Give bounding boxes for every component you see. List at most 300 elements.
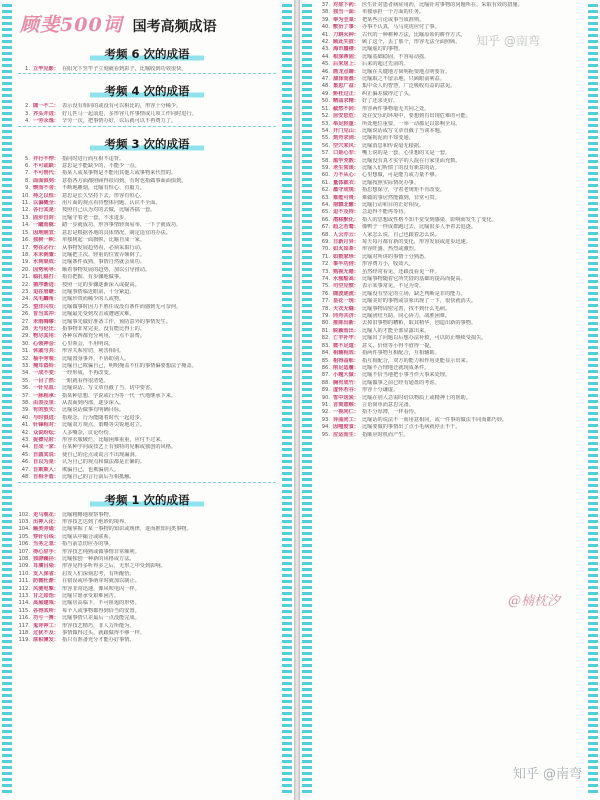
idiom-entry xyxy=(316,283,584,290)
idiom-entry xyxy=(16,66,278,73)
idiom-entry xyxy=(316,61,584,68)
idiom-number: 33. xyxy=(21,363,30,369)
idiom-word: 固步自封： xyxy=(33,214,59,221)
idiom-number: 55. xyxy=(321,135,330,142)
idiom-entry xyxy=(16,185,278,192)
idiom-entry xyxy=(16,393,278,400)
idiom-word: 胸有成竹： xyxy=(333,379,359,386)
idiom-word: 量体裁衣： xyxy=(333,179,359,186)
idiom-entry xyxy=(16,400,278,407)
idiom-number: 71. xyxy=(321,253,330,260)
idiom-entry xyxy=(316,24,584,31)
idiom-entry xyxy=(316,46,584,53)
idiom-word: 高屋建瓴： xyxy=(33,600,59,607)
idiom-definition: 意指各方面都照顾得很周到，有时也指做事面面俱到。 xyxy=(61,177,187,184)
idiom-word: 一蹴而就： xyxy=(33,222,59,229)
idiom-word: 由表及里： xyxy=(33,400,59,407)
idiom-word: 刀耕火种： xyxy=(333,31,359,38)
idiom-word: 独树一帜： xyxy=(33,237,59,244)
idiom-number: 43. xyxy=(21,437,30,444)
idiom-definition: 比喻话的说法不一而用意相同，或一件事的做法不同而都巧妙。 xyxy=(361,416,508,423)
idiom-word: 面面俱到： xyxy=(33,177,59,184)
idiom-entry xyxy=(316,409,584,416)
idiom-word: 无与伦比： xyxy=(33,325,59,332)
idiom-definition: 比喻双方观点、策略等尖锐地对立。 xyxy=(61,422,145,429)
idiom-number: 57. xyxy=(321,150,330,157)
idiom-word: 甘之如饴： xyxy=(33,592,59,599)
idiom-entry xyxy=(316,69,584,76)
idiom-word: 相得益彰： xyxy=(333,357,359,364)
section-freq3-list xyxy=(16,156,278,482)
idiom-number: 44. xyxy=(21,444,30,451)
idiom-definition: 比喻事情只差最后一点没能完成。 xyxy=(61,615,140,622)
idiom-entry xyxy=(316,335,584,342)
idiom-number: 49. xyxy=(321,90,330,97)
idiom-definition: 按照一定的步骤逐渐深入或提高。 xyxy=(61,281,140,288)
idiom-entry xyxy=(16,637,278,644)
idiom-number: 63. xyxy=(321,194,330,201)
idiom-definition: 比喻说话、写文章直截了当，切中要害。 xyxy=(61,385,156,392)
idiom-entry xyxy=(16,370,278,377)
idiom-definition: 比喻说话或写文章直截了当谈本题。 xyxy=(361,127,445,134)
idiom-definition: 欺骗自己，也欺骗别人。 xyxy=(61,466,120,473)
idiom-number: 23. xyxy=(21,288,30,295)
idiom-word: 潜移默化： xyxy=(333,216,359,223)
idiom-number: 68. xyxy=(321,231,330,238)
idiom-entry xyxy=(316,128,584,135)
idiom-entry xyxy=(16,356,278,363)
idiom-definition: 指同时进行而互相不违背。 xyxy=(61,155,125,162)
idiom-entry xyxy=(316,365,584,372)
right-page xyxy=(300,0,600,800)
idiom-word: 亡羊补牢： xyxy=(333,335,359,342)
idiom-entry xyxy=(316,180,584,187)
idiom-word: 同舟共济： xyxy=(333,313,359,320)
idiom-entry xyxy=(316,417,584,424)
idiom-definition: 表示某事常见，不足为奇。 xyxy=(361,283,425,290)
idiom-entry xyxy=(16,474,278,481)
idiom-entry xyxy=(316,246,584,253)
idiom-word: 风驰电掣： xyxy=(33,585,59,592)
idiom-entry xyxy=(16,178,278,185)
idiom-entry xyxy=(316,269,584,276)
idiom-definition: 古代的一种耕种方法，比喻原始的耕作方式。 xyxy=(361,31,466,38)
left-page-border-right xyxy=(282,4,292,796)
section-divider xyxy=(18,73,276,74)
brand-title: 顾斐500词 xyxy=(20,14,123,36)
idiom-definition: 踏一步就成功，形容事情轻而易举，一下子就成功。 xyxy=(61,222,182,229)
idiom-entry xyxy=(316,2,584,9)
idiom-entry xyxy=(316,254,584,261)
idiom-word: 老生常谈： xyxy=(333,164,359,171)
section-freq1-list xyxy=(16,512,278,645)
idiom-number: 85. xyxy=(321,357,330,364)
idiom-word: 望洋兴叹： xyxy=(33,303,59,310)
idiom-definition: 比喻人的才能全部显露出来。 xyxy=(361,327,430,334)
idiom-number: 70. xyxy=(321,246,330,253)
idiom-word: 循序渐进： xyxy=(33,281,59,288)
idiom-definition: 比喻从中撮合或联系。 xyxy=(61,533,114,540)
idiom-definition: 言语简单而意思完备。 xyxy=(361,401,414,408)
idiom-word: 独辟蹊径： xyxy=(33,555,59,562)
idiom-number: 31. xyxy=(21,348,30,355)
idiom-definition: 每天每月都有新的变化，形容发展或进步迅速。 xyxy=(361,239,471,245)
idiom-word: 各得其所： xyxy=(33,607,59,614)
idiom-definition: 比喻珍贵而稀少的人或物。 xyxy=(61,296,125,303)
idiom-number: 78. xyxy=(321,305,330,312)
idiom-word: 一成不变： xyxy=(33,370,59,377)
idiom-number: 64. xyxy=(321,201,330,208)
idiom-number: 77. xyxy=(321,298,330,305)
idiom-number: 42. xyxy=(321,39,330,46)
idiom-number: 35. xyxy=(21,377,30,384)
idiom-entry xyxy=(16,274,278,281)
idiom-number: 104. xyxy=(18,526,30,533)
idiom-word: 随一不二： xyxy=(33,103,59,110)
idiom-number: 20. xyxy=(21,266,30,273)
idiom-definition: 在某种学问或技艺上有独特的见解或独创的风格。 xyxy=(61,444,177,451)
idiom-definition: 比喻拘泥而不知变通。 xyxy=(361,135,414,142)
idiom-definition: 办事不认真，马马虎虎应付了事。 xyxy=(361,24,440,31)
idiom-word: 水到渠成： xyxy=(33,259,59,266)
idiom-entry xyxy=(316,158,584,165)
idiom-entry xyxy=(16,333,278,340)
page-title: 国考高频成语 xyxy=(132,19,217,35)
idiom-definition: 单独承担一个方面的任务。 xyxy=(361,9,425,16)
idiom-number: 107. xyxy=(18,548,30,555)
idiom-word: 并行不悖： xyxy=(33,155,59,162)
idiom-definition: 心里领会，不用明说。 xyxy=(61,340,114,347)
idiom-entry xyxy=(16,348,278,355)
idiom-word: 一视同仁： xyxy=(333,409,359,416)
idiom-number: 118. xyxy=(18,630,30,636)
idiom-entry xyxy=(16,111,278,118)
idiom-word: 画龙点睛： xyxy=(333,68,359,75)
idiom-entry xyxy=(16,452,278,459)
idiom-definition: 像鸭子一样成群跑过去，比喻很多人争着去追逐。 xyxy=(361,224,477,231)
idiom-word: 穿针引线： xyxy=(33,533,59,540)
idiom-definition: 比喻人们听惯了的没有新意的话。 xyxy=(361,164,440,171)
idiom-word: 敷衍了事： xyxy=(333,24,359,31)
idiom-definition: 所处地位重要，一举一动都足以影响全局。 xyxy=(361,120,461,127)
idiom-number: 62. xyxy=(321,187,330,194)
idiom-number: 90. xyxy=(321,394,330,401)
idiom-definition: 表示没有相同的或没有可以相比的，形容十分稀少。 xyxy=(61,103,182,110)
idiom-word: 相辅相成： xyxy=(333,350,359,357)
idiom-definition: 使自己的论点或谎言不出现漏洞。 xyxy=(61,451,140,458)
idiom-number: 44. xyxy=(321,53,330,60)
idiom-number: 83. xyxy=(321,342,330,349)
idiom-entry xyxy=(16,430,278,437)
idiom-word: 针锋相对： xyxy=(33,422,59,429)
idiom-number: 74. xyxy=(321,276,330,283)
idiom-definition: 心里想做，可是能力或力量不够。 xyxy=(361,172,440,179)
idiom-definition: 比喻按照实际情况办事。 xyxy=(361,179,420,186)
idiom-entry xyxy=(16,282,278,289)
idiom-entry xyxy=(16,207,278,214)
idiom-number: 24. xyxy=(21,296,30,303)
idiom-entry xyxy=(16,252,278,259)
idiom-number: 39. xyxy=(321,16,330,23)
idiom-number: 66. xyxy=(321,216,330,223)
idiom-number: 14. xyxy=(21,222,30,229)
idiom-entry xyxy=(16,541,278,548)
idiom-word: 如火如荼： xyxy=(333,246,359,253)
idiom-entry xyxy=(16,103,278,110)
idiom-word: 鬼斧神工： xyxy=(33,622,59,629)
idiom-word: 迫在眉睫： xyxy=(33,288,59,295)
idiom-number: 114. xyxy=(18,600,30,607)
idiom-word: 矫枉过正： xyxy=(333,90,359,97)
idiom-definition: 比喻置身事外，不协助别人。 xyxy=(61,355,130,362)
idiom-definition: 比喻出了问题以后想办法补救，可以防止继续受损失。 xyxy=(361,335,487,342)
idiom-word: 众说纷纭： xyxy=(33,429,59,436)
idiom-definition: 比喻消息和传说毫无根据。 xyxy=(361,142,425,149)
platform-watermark-top: 知乎 @南弯 xyxy=(476,34,540,48)
idiom-word: 趋之若鹜： xyxy=(333,224,359,231)
idiom-definition: 比喻团结互助，同心协力，战胜困难。 xyxy=(361,313,451,320)
idiom-number: 47. xyxy=(321,76,330,83)
idiom-entry xyxy=(16,615,278,622)
idiom-entry xyxy=(16,593,278,600)
idiom-definition: 指不分厚薄，一样看待。 xyxy=(361,409,420,416)
idiom-entry xyxy=(316,98,584,105)
idiom-word: 齐头并进： xyxy=(33,110,59,117)
idiom-word: 不可或缺： xyxy=(33,163,59,170)
idiom-definition: 比喻没有坚定的立场，缺乏判断是非的能力。 xyxy=(361,290,466,297)
idiom-number: 76. xyxy=(321,290,330,297)
idiom-definition: 认为自己的观点和做法都是正确的。 xyxy=(61,459,145,466)
idiom-word: 难能可贵： xyxy=(333,194,359,201)
idiom-entry xyxy=(16,563,278,570)
idiom-entry xyxy=(316,187,584,194)
idiom-word: 因势利导： xyxy=(33,266,59,273)
idiom-definition: 指有把握、有步骤地做事。 xyxy=(61,274,125,281)
idiom-number: 26. xyxy=(21,311,30,318)
right-page-list xyxy=(316,0,584,439)
idiom-definition: 比喻事先做好准备工作，预防意外的事情发生。 xyxy=(61,318,171,325)
idiom-number: 47. xyxy=(21,466,30,473)
idiom-number: 65. xyxy=(321,209,330,216)
idiom-entry xyxy=(16,363,278,370)
idiom-number: 105. xyxy=(18,533,30,540)
idiom-number: 6. xyxy=(25,163,30,170)
idiom-number: 43. xyxy=(321,46,330,53)
idiom-word: 因噎废食： xyxy=(333,424,359,431)
left-page-border-left xyxy=(2,4,12,796)
idiom-number: 60. xyxy=(321,172,330,179)
idiom-word: 自欺欺人： xyxy=(33,466,59,473)
idiom-entry xyxy=(16,578,278,585)
idiom-definition: 形容技艺纯熟或做事情非常顺利。 xyxy=(61,548,140,555)
left-page-content xyxy=(16,0,278,800)
idiom-definition: 指某人或某事物是不能用其他人或事物来代替的。 xyxy=(61,170,177,177)
idiom-entry xyxy=(316,343,584,350)
idiom-definition: 去掉旧事物的糟粕，取其精华，创造出新的事物。 xyxy=(361,320,477,327)
idiom-entry xyxy=(316,424,584,431)
idiom-number: 119. xyxy=(18,637,30,644)
idiom-word: 耳濡目染： xyxy=(33,563,59,570)
idiom-word: 势在必行： xyxy=(33,244,59,251)
idiom-definition: 比喻最先受到攻击或遭遇灾难。 xyxy=(61,311,135,318)
idiom-word: 事半功倍： xyxy=(333,261,359,268)
section-header-freq3: 考频 3 次的成语 xyxy=(16,133,278,152)
idiom-word: 墨守成规： xyxy=(333,187,359,194)
idiom-entry xyxy=(316,328,584,335)
idiom-word: 司空见惯： xyxy=(333,283,359,290)
right-page-border-left xyxy=(302,4,312,796)
idiom-number: 75. xyxy=(321,283,330,290)
idiom-number: 110. xyxy=(18,570,30,577)
idiom-definition: 比喻甘愿承受艰难困苦。 xyxy=(61,592,120,599)
idiom-definition: 形容见得多听得多之后，无形之中受到影响。 xyxy=(61,563,166,570)
idiom-word: 休戚与共： xyxy=(33,348,59,355)
idiom-definition: 形容技艺达到了绝妙的境界。 xyxy=(61,518,130,525)
idiom-word: 口是心非： xyxy=(333,150,359,157)
section-divider xyxy=(18,126,276,127)
idiom-entry xyxy=(316,395,584,402)
idiom-word: 一目了然： xyxy=(33,377,59,384)
idiom-definition: 指事物非常完美，没有能比得上的。 xyxy=(61,325,145,332)
idiom-number: 50. xyxy=(321,98,330,105)
idiom-definition: 比喻自己欺骗自己，明明掩盖不住的事情偏要想法子掩盖。 xyxy=(61,363,197,369)
idiom-number: 88. xyxy=(321,379,330,386)
page-header xyxy=(16,0,278,37)
idiom-number: 95. xyxy=(321,431,330,438)
idiom-number: 32. xyxy=(21,355,30,362)
idiom-entry xyxy=(316,224,584,231)
idiom-number: 40. xyxy=(321,24,330,31)
idiom-number: 89. xyxy=(321,387,330,394)
idiom-entry xyxy=(316,209,584,216)
idiom-word: 自以为是： xyxy=(33,459,59,466)
idiom-word: 与时俱进： xyxy=(33,414,59,421)
idiom-entry xyxy=(316,358,584,365)
idiom-word: 凤毛麟角： xyxy=(33,296,59,303)
idiom-number: 80. xyxy=(321,320,330,327)
idiom-definition: 在错误或坏事萌芽时就加以制止。 xyxy=(61,578,140,585)
idiom-number: 21. xyxy=(21,274,30,281)
idiom-word: 异曲同工： xyxy=(333,416,359,423)
section-freq6-list xyxy=(16,66,278,73)
idiom-definition: 形容衣服破烂，比喻困难重重，应付不过来。 xyxy=(61,437,166,444)
idiom-definition: 比喻条件成熟，事情自然就会成功。 xyxy=(61,259,145,266)
idiom-word: 后来居上： xyxy=(333,61,359,68)
idiom-number: 40. xyxy=(21,414,30,421)
idiom-word: 小题大做： xyxy=(333,372,359,379)
idiom-definition: 比喻在别人急需时给以物质上或精神上的帮助。 xyxy=(361,394,471,401)
idiom-entry xyxy=(16,304,278,311)
idiom-definition: 单独树起一面旗帜，比喻自成一家。 xyxy=(61,237,145,244)
idiom-number: 46. xyxy=(21,459,30,466)
idiom-word: 刻舟求剑： xyxy=(333,135,359,142)
idiom-entry xyxy=(16,326,278,333)
idiom-entry xyxy=(16,519,278,526)
idiom-number: 37. xyxy=(321,2,330,8)
idiom-number: 7. xyxy=(25,170,30,177)
idiom-entry xyxy=(16,437,278,444)
idiom-number: 22. xyxy=(21,281,30,288)
idiom-number: 52. xyxy=(321,113,330,120)
idiom-word: 得心应手： xyxy=(33,548,59,555)
idiom-word: 截然不同： xyxy=(333,105,359,112)
idiom-entry xyxy=(16,444,278,451)
idiom-word: 开门见山： xyxy=(333,127,359,134)
idiom-entry xyxy=(16,289,278,296)
idiom-word: 走马观花： xyxy=(33,511,59,518)
idiom-definition: 比喻对所讲的事情十分熟悉。 xyxy=(361,253,430,260)
idiom-number: 45. xyxy=(21,451,30,458)
idiom-word: 当务之急： xyxy=(33,541,59,548)
idiom-number: 92. xyxy=(321,409,330,416)
idiom-definition: 集中众人的智慧，广泛吸收有益的意见。 xyxy=(361,83,456,90)
idiom-entry xyxy=(316,106,584,113)
idiom-definition: 指当前急切应办的事。 xyxy=(61,541,114,548)
idiom-word: 防微杜渐： xyxy=(33,578,59,585)
idiom-word: 出神入化： xyxy=(33,518,59,525)
idiom-word: 南辕北辙： xyxy=(333,201,359,208)
idiom-definition: 好几匹马一起前进，多形容几件事情或几项工作同时进行。 xyxy=(61,110,197,117)
idiom-number: 29. xyxy=(21,333,30,340)
idiom-definition: 在阳光下竖竿子立刻就看到影子，比喻收到功效很快。 xyxy=(61,66,187,72)
author-watermark: @楠枕汐 xyxy=(507,594,560,609)
idiom-word: 一脉相承： xyxy=(33,392,59,399)
idiom-definition: 比喻在关键地方简明扼要地点明要旨。 xyxy=(361,68,451,75)
idiom-number: 56. xyxy=(321,142,330,149)
idiom-word: 捉襟见肘： xyxy=(33,437,59,444)
idiom-entry xyxy=(316,306,584,313)
idiom-number: 11. xyxy=(21,200,30,207)
idiom-definition: 比喻基础稳固，不容易动摇。 xyxy=(361,53,430,60)
idiom-entry xyxy=(16,459,278,466)
idiom-entry xyxy=(316,121,584,128)
idiom-definition: 比喻没有真才实学的人混在行家里面充数。 xyxy=(361,157,461,164)
idiom-definition: 指两件事物互相配合，互相辅助。 xyxy=(361,350,440,357)
idiom-number: 81. xyxy=(321,327,330,334)
idiom-definition: 指顺应时机而产生。 xyxy=(361,431,409,438)
idiom-word: 水涨船高： xyxy=(333,276,359,283)
idiom-definition: 各种东西都充分利用，一点不浪费。 xyxy=(61,333,145,340)
idiom-number: 17. xyxy=(21,244,30,251)
idiom-word: 掩耳盗铃： xyxy=(33,363,59,369)
idiom-definition: 嘴上说的是一套，心里想的又是一套。 xyxy=(361,150,451,157)
idiom-word: 过犹不及： xyxy=(33,630,59,636)
idiom-definition: 后来的超过先前的。 xyxy=(361,61,409,68)
idiom-number: 37. xyxy=(21,392,30,399)
idiom-word: 天衣无缝： xyxy=(333,305,359,312)
idiom-definition: 比喻做事时因力不胜任或没有条件而感到无可奈何。 xyxy=(61,303,182,310)
idiom-word: 涸泽而渔： xyxy=(333,76,359,83)
idiom-definition: 意思是长久坚持下去，形容有恒心。 xyxy=(61,192,145,199)
idiom-definition: 意思是不能缺少的，不能少一点。 xyxy=(61,163,140,170)
idiom-number: 84. xyxy=(321,350,330,357)
idiom-number: 38. xyxy=(321,9,330,16)
idiom-number: 34. xyxy=(21,370,30,377)
idiom-number: 58. xyxy=(321,157,330,164)
idiom-definition: 人多嘴杂，议论纷纷。 xyxy=(61,429,114,436)
idiom-definition: 顾了这个，丢了那个，形容无法全面照顾。 xyxy=(361,39,461,46)
idiom-word: 持之以恒： xyxy=(33,192,59,199)
idiom-definition: 形容关系密切，利害相同。 xyxy=(61,348,125,355)
idiom-entry xyxy=(316,313,584,320)
idiom-entry xyxy=(16,608,278,615)
idiom-number: 51. xyxy=(321,105,330,112)
idiom-entry xyxy=(316,39,584,46)
idiom-definition: 比喻行动和目的正好相反。 xyxy=(361,201,425,208)
idiom-entry xyxy=(16,586,278,593)
idiom-entry xyxy=(16,341,278,348)
idiom-entry xyxy=(316,113,584,120)
